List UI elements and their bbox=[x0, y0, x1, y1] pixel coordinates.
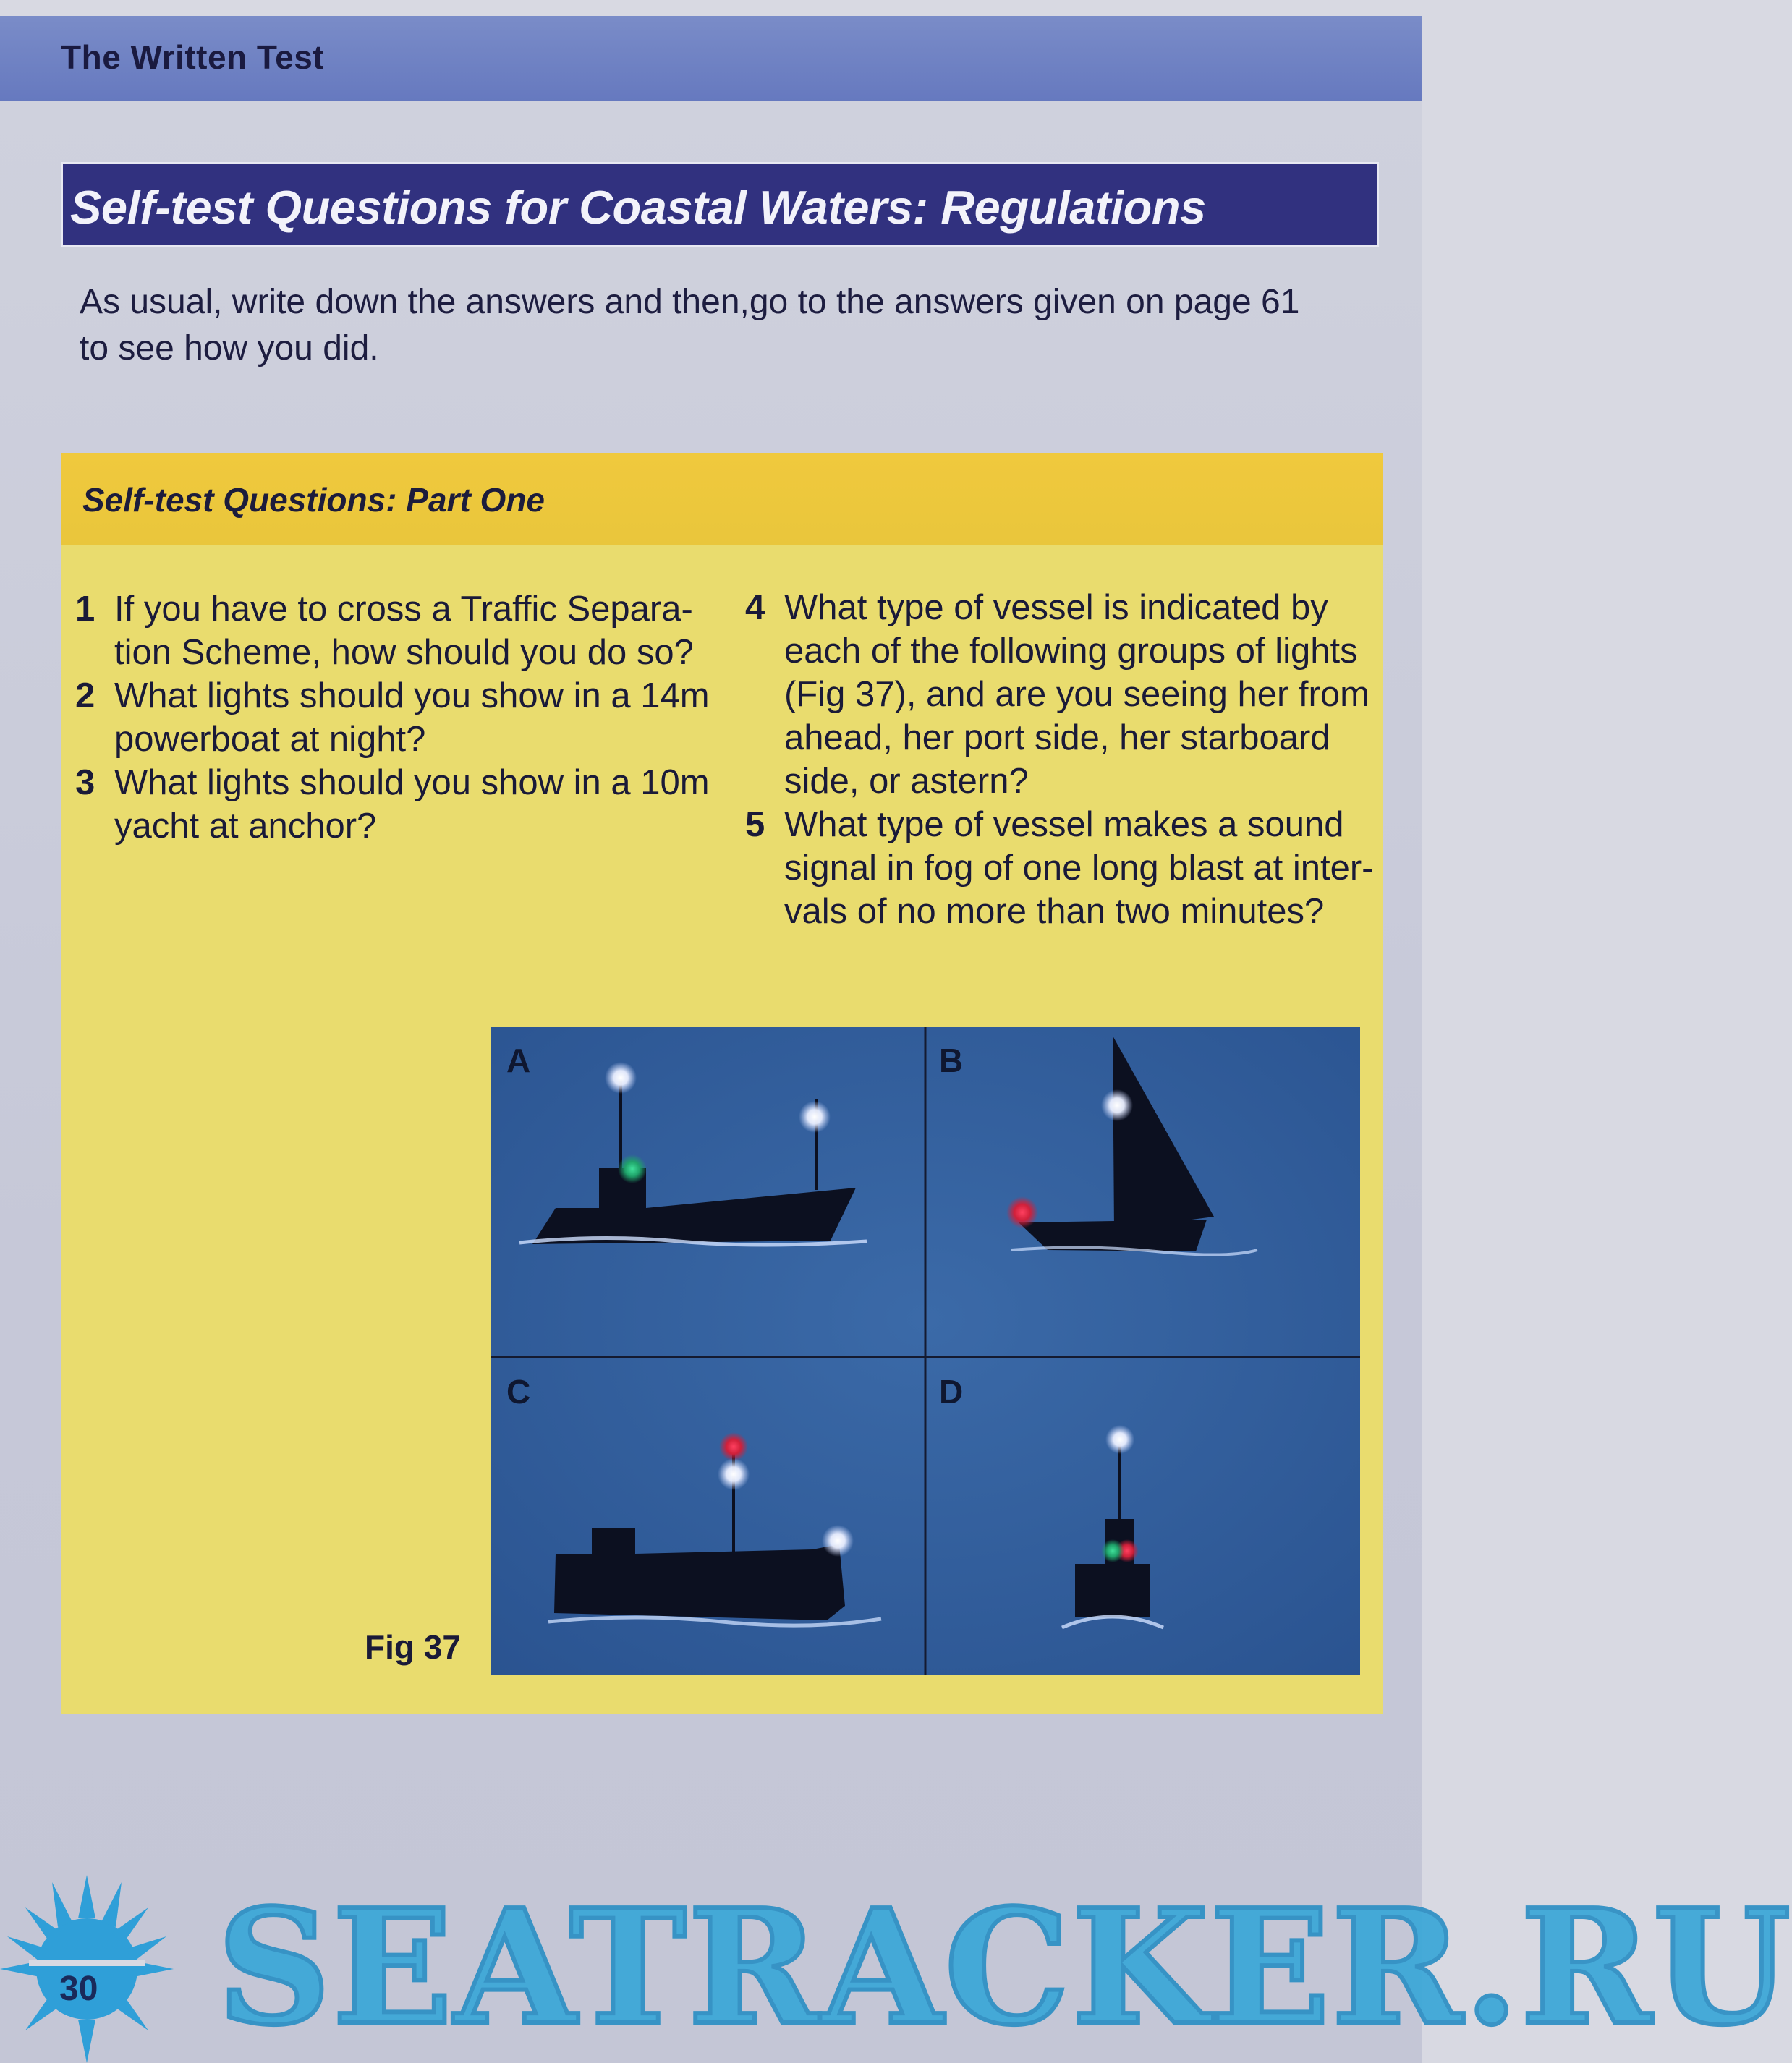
running-head: The Written Test bbox=[61, 38, 325, 76]
intro-line-1: As usual, write down the answers and then,go to the answers given on page 61 bbox=[80, 283, 1300, 321]
question-text: What type of vessel is indicated by each of the following groups of lights (Fig 37), and are you seeing her from ahead, her port side, her starboard side, or astern? bbox=[784, 588, 1370, 801]
question-number: 1 bbox=[75, 590, 95, 629]
questions-left-column bbox=[75, 587, 712, 848]
section-title: Self-test Questions for Coastal Waters: Regulations bbox=[70, 181, 1206, 234]
questions-right-column bbox=[745, 586, 1382, 933]
figure-caption: Fig 37 bbox=[365, 1628, 461, 1666]
watermark-text: SEATRACKER.RU bbox=[217, 1875, 1792, 2060]
question-item bbox=[745, 586, 1382, 803]
question-text: What lights should you show in a 10m yacht at anchor? bbox=[114, 763, 710, 846]
question-number: 2 bbox=[75, 676, 95, 715]
question-item bbox=[75, 587, 712, 674]
fig-37-navigation-lights bbox=[491, 1027, 1360, 1675]
section-title-box bbox=[61, 162, 1379, 247]
lights-figure-svg bbox=[491, 1027, 1360, 1675]
intro-text bbox=[80, 279, 1353, 372]
panel-label-d: D bbox=[939, 1373, 964, 1411]
question-text: What lights should you show in a 14m powerboat at night? bbox=[114, 676, 710, 759]
question-item bbox=[75, 761, 712, 848]
sun-logo-icon bbox=[0, 1860, 217, 2063]
question-text: What type of vessel makes a sound signal in fog of one long blast at inter-vals of no more than two minutes? bbox=[784, 805, 1374, 931]
question-text: If you have to cross a Traffic Separa-tion Scheme, how should you do so? bbox=[114, 590, 694, 672]
question-number: 3 bbox=[75, 763, 95, 802]
panel-label-b: B bbox=[939, 1042, 964, 1079]
question-item bbox=[75, 674, 712, 761]
question-number: 5 bbox=[745, 805, 765, 844]
part-title: Self-test Questions: Part One bbox=[82, 481, 545, 519]
panel-label-c: C bbox=[506, 1373, 531, 1411]
question-number: 4 bbox=[745, 588, 765, 627]
intro-line-2: to see how you did. bbox=[80, 329, 379, 367]
panel-label-a: A bbox=[506, 1042, 531, 1079]
question-item bbox=[745, 803, 1382, 933]
page-number: 30 bbox=[59, 1970, 98, 2008]
